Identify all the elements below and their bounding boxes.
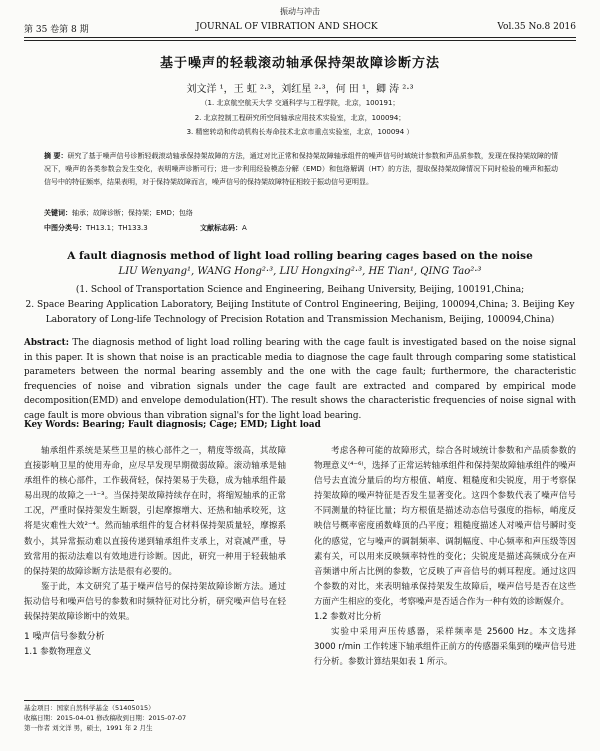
clc-label: 中图分类号： (44, 224, 86, 232)
classification-cn (44, 222, 558, 235)
subsection-heading-1-2: 1.2 参数对比分析 (314, 612, 382, 623)
abstract-en-text: The diagnosis method of light load rolling bearing with the cage fault is investigated based on the noise signal in this paper. It is shown that noise is an practicable media to diagnose the cage fault through comparing some statistical parameters between the normal bearing assembly and the one with the cage fault; furthermore, the characteristic frequencies of noise and vibration signals under the cage fault are extracted and compared by empirical mode decomposition(EMD) and envelope demodulation(HT). The result shows the characteristic frequencies of noise signal with cage fault is more obvious than vibration signal's for the light load bearing. (24, 338, 576, 421)
clc-code: TH13.1；TH133.3 (86, 224, 148, 232)
abstract-cn-label: 摘 要： (44, 152, 68, 160)
journal-name-cn: 振动与冲击 (280, 7, 320, 16)
body-column-left (24, 444, 286, 660)
abstract-en (24, 336, 576, 424)
intro-paragraph-2: 鉴于此，本文研究了基于噪声信号的保持架故障诊断方法。通过振动信号和噪声信号的参数和时频特征对比分析，研究噪声信号在轻载保持架故障诊断中的效果。 (24, 581, 286, 623)
section-heading-1: 1 噪声信号参数分析 (24, 632, 105, 643)
affiliation-cn-3: 3. 精密转动和传动机构长寿命技术北京市重点实验室，北京，100094 ） (186, 128, 414, 136)
keywords-cn-text: 轴承；故障诊断；保持架；EMD；包络 (72, 209, 193, 217)
affiliation-cn-2: 2. 北京控制工程研究所空间轴承应用技术实验室，北京，100094； (194, 114, 406, 122)
keywords-cn (44, 207, 558, 220)
footnote-first-author: 第一作者 刘文洋 男，硕士，1991 年 2 月生 (24, 724, 153, 732)
paper-title-cn: 基于噪声的轻载滚动轴承保持架故障诊断方法 (159, 56, 440, 71)
footnote-dates: 收稿日期：2015-04-01 修改稿收到日期：2015-07-07 (24, 714, 187, 722)
abstract-cn-text: 研究了基于噪声信号诊断轻载滚动轴承保持架故障的方法，通过对比正常和保持架故障轴承组件的噪声信号时域统计参数和声品质参数，发现在保持架故障的情况下，噪声的各类参数会发生变化，表明噪声诊断可行；进一步利用经验模态分解（EMD）和包络解调（HT）的方法，提取保持架故障情况下同时检验的噪声和振动信号中的特征频率，结果表明，对于保持架故障而言，噪声信号的保持架故障特征相较于振动信号更明显。 (44, 152, 558, 186)
doc-code-label: 文献标志码： (199, 224, 242, 232)
journal-name-en: JOURNAL OF VIBRATION AND SHOCK (196, 22, 378, 32)
keywords-en-label: Key Words: (24, 420, 80, 430)
keywords-en (24, 420, 321, 430)
affiliation-cn-1: （1. 北京航空航天大学 交通科学与工程学院，北京，100191； (200, 99, 400, 107)
footnote-rule (24, 700, 134, 701)
header-rule-top (24, 37, 576, 38)
keywords-en-text: Bearing; Fault diagnosis; Cage; EMD; Light load (79, 420, 321, 430)
header-rule-bottom (24, 40, 576, 41)
parameter-meaning-paragraph: 考虑各种可能的故障形式，综合各时域统计参数和产品质参数的物理意义⁽⁴⁻⁶⁾，选择了正常运转轴承组件和保持架故障轴承组件的噪声信号去直流分量后的均方根值、峭度、粗糙度和尖锐度，用于考察保持架故障的噪声特征是否发生显著变化。这四个参数代表了噪声信号不同测量的特征比量；均方根值是描述动态信号强度的指标，峭度反映信号概率密度函数峰顶的凸平度；粗糙度描述人对噪声信号瞬时变化的感觉，它与噪声的调制频率、调制幅度、中心频率和声压级等因素有关，可以用来反映频率特性的变化；尖锐度是描述高频成分在声音频谱中所占比例的参数，它反映了声音信号的刺耳程度。通过这四个参数的对比，来表明轴承保持架发生故障后，噪声信号是否在这些方面产生相应的变化，考察噪声是否适合作为一种有效的诊断媒介。 (314, 446, 576, 607)
affiliation-en-1: (1. School of Transportation Science and Engineering, Beihang University, Beijing, 100191,China; (75, 285, 525, 295)
footnote-funding: 基金项目：国家自然科学基金（51405015） (24, 704, 155, 712)
abstract-cn (44, 150, 558, 189)
abstract-en-label: Abstract: (24, 338, 69, 348)
affiliation-en-2: 2. Space Bearing Application Laboratory, Beijing Institute of Control Engineering, Beijing, 100094,China; 3. Beijing Key (25, 300, 575, 310)
parameter-comparison-paragraph: 实验中采用声压传感器，采样频率是 25600 Hz。本文选择 3000 r/min 工作转速下轴承组件正前方的传感器采集到的噪声信号进行分析。参数计算结果如表 1 所示。 (314, 627, 576, 668)
volume-issue-cn: 第 35 卷第 8 期 (24, 25, 89, 35)
intro-paragraph-1: 轴承组件系统是某些卫星的核心部件之一，精度等级高，其故障直接影响卫星的使用寿命，应尽早发现早期微弱故障。滚动轴承是轴承组件的核心部件，工作载荷轻，保持架易于失稳，成为轴承组件最易出现的故障之一¹⁻³。当保持架故障持续存在时，将缩短轴承的正常工况，严重时保持架发生断裂，引起摩擦增大、还热和轴承咬死，这将是灾难性大效²⁻⁴。然而轴承组件的复合材料保持架质量轻，摩擦系数小，其异常振动难以直接传递到轴承组件支承上，对衰减严重，导致常用的振动法难以有效地进行诊断。因此，研究一种用于轻载轴承的保持架的故障诊断方法是很有必要的。 (24, 446, 286, 577)
authors-cn: 刘文洋 ¹，王 虹 ²·³，刘红星 ²·³，何 田 ¹，卿 涛 ²·³ (186, 84, 414, 95)
volume-issue-en: Vol.35 No.8 2016 (497, 22, 576, 32)
affiliation-en-3: Laboratory of Long-life Technology of Precision Rotation and Transmission Mechanism, Beijing, 100094,China) (45, 315, 555, 325)
keywords-cn-label: 关键词： (44, 209, 72, 217)
subsection-heading-1-1: 1.1 参数物理意义 (24, 647, 92, 658)
paper-title-en: A fault diagnosis method of light load rolling bearing cages based on the noise (67, 250, 533, 262)
doc-code: A (241, 224, 247, 232)
authors-en: LIU Wenyang¹, WANG Hong²·³, LIU Hongxing²·³, HE Tian¹, QING Tao²·³ (118, 266, 482, 277)
body-column-right (314, 444, 576, 670)
